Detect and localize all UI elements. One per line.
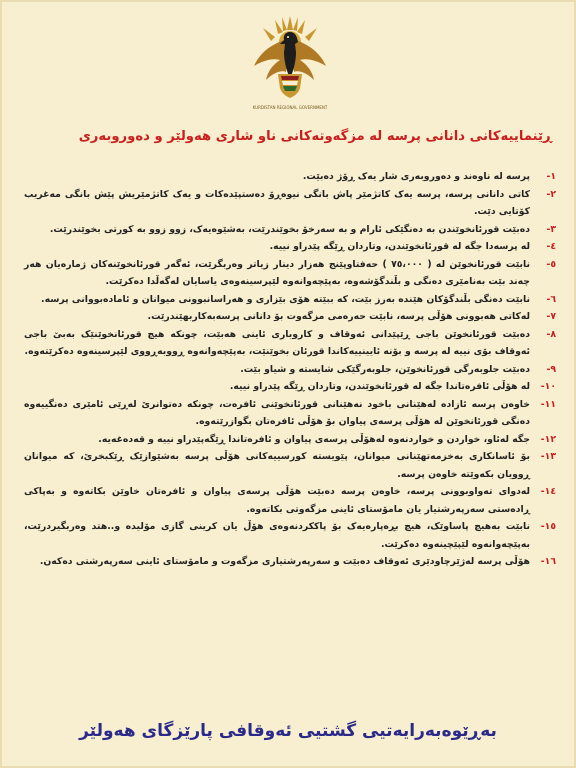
emblem-caption: KURDISTAN REGIONAL GOVERNMENT (252, 105, 328, 110)
rule-text: خاوەن پرسە ئازادە لەهێنانی باخود نەهێنانی قورئانخوێنی ئافرەت، چونکە دەتوانرێ لەڕێی ئامێری دەنگییەوە دەنگی قورئانخوێن لە هۆڵی پرسەی پیاوان بۆ هۆڵی ئافرەتان بگوازرێتەوە. (24, 398, 530, 427)
list-item (24, 186, 556, 221)
list-item (24, 361, 556, 379)
rule-number: ١٠- (540, 381, 556, 392)
list-item (24, 396, 556, 431)
list-item (24, 448, 556, 483)
rule-number: ٣- (546, 223, 556, 235)
rule-text: لە هۆڵی ئافرەتاندا جگە لە قورئانخوێندن، وتاردان ڕێگە پێدراو نییە. (229, 381, 530, 392)
rule-text: نابێت بەهیچ پاساوێک، هیچ بڕەپارەیەک بۆ پاککردنەوەی هۆڵ یان کرینی گازی مۆلیدە و..هتد وەربگیردرێت، بەپێچەوانەوە لێپێچینەوە دەکرێت. (24, 521, 530, 550)
rule-text: نابێت قورئانخوێن لە ( ٧٥،٠٠٠ ) حەفتاوپێنج هەزار دینار زیاتر وەربگرێت، ئەگەر قورئانخوێنەکان ژمارەیان هەر چەند بێت بەنامێری دەنگی و بڵندگۆشەوە، بەپێچەوانەوە لێپرسینەوەی یاسایان لەگەڵدا دەکرێت. (24, 258, 530, 287)
rule-text: نابێت دەنگی بڵندگۆکان هێندە بەرز بێت، کە ببێتە هۆی بێزاری و هەراسانبوونی میوانان و ئامادەبووانی پرسە. (41, 293, 530, 305)
rule-text: هۆڵی پرسە لەژێرچاودێری ئەوقاف دەبێت و سەرپەرشتیاری مزگەوت و مامۆستای ئاینی سەرپەرشتی دەکەن. (39, 556, 530, 567)
rule-number: ١٥- (540, 521, 556, 532)
rule-text: لەدوای تەواوبوونی پرسە، خاوەن پرسە دەبێت هۆڵی پرسەی پیاوان و ئافرەتان خاوێن بکاتەوە و بەپاکی ڕادەستی سەرپەرشتیار یان مامۆستای ئاینی مزگەوتی بکاتەوە. (24, 486, 530, 515)
rule-number: ١١- (540, 398, 556, 410)
list-item (24, 553, 556, 571)
list-item (24, 308, 556, 326)
rule-text: کاتی دانانی پرسە، پرسە یەک کاتژمێر پاش بانگی نیوەڕۆ دەستپێدەکات و یەک کاتژمێریش پێش بانگی مەغریب کۆتایی دێت. (24, 188, 530, 217)
list-item (24, 221, 556, 239)
rule-number: ٧- (546, 311, 556, 322)
list-item (24, 483, 556, 518)
list-item (24, 238, 556, 256)
rule-text: جگە لەئاو، خواردن و خواردنەوە لەهۆڵی پرسەی پیاوان و ئافرەتاندا ڕێگەپێدراو نییە و قەدەغەیە. (98, 433, 530, 445)
list-item (24, 168, 556, 186)
list-item (24, 378, 556, 396)
list-item (24, 518, 556, 553)
rule-number: ١٦- (540, 556, 556, 567)
rule-text: دەبێت قورئانخوێندن بە دەنگێکی ئارام و بە سەرخۆ بخوێندرێت، بەشێوەیەک، زوو زوو بە کورتی بخوێندرێت. (49, 223, 530, 235)
page-title: ڕێنماییەکانی دانانی پرسە لە مزگەوتەکانی ناو شاری هەولێر و دەوروبەری (78, 129, 552, 144)
rule-number: ١- (546, 171, 556, 182)
rule-number: ٩- (546, 363, 556, 375)
rule-text: بۆ ئاسانکاری بەخزمەتهێنانی میوانان، پێویستە کورسییەکانی هۆڵی پرسە بەشێوازێک ڕێکبخرێ، کە میوانان ڕوویان بکەوێتە خاوەن پرسە. (24, 451, 530, 480)
rules-list (24, 168, 556, 571)
rule-text: پرسە لە ناوەند و دەوروبەری شار یەک ڕۆژ دەبێت. (302, 171, 530, 182)
rule-number: ١٤- (540, 486, 556, 497)
list-item (24, 431, 556, 449)
kurdistan-eagle-emblem-icon (240, 8, 340, 108)
rule-number: ٥- (546, 258, 556, 270)
list-item (24, 256, 556, 291)
rule-text: دەبێت قورئانخوێن باجی ڕێپێدانی ئەوقاف و کاروباری ئاینی هەبێت، چونکە هیچ قورئانخوێنێک بەبێ باجی ئەوقاف بۆی نییە لە پرسە و بۆنە ئایینییەکاندا قورئان بخوێنێت، بەپێچەوانەوە ڕووبەڕووی لێپرسینەوە دەکرێتەوە. (24, 328, 530, 357)
rule-number: ٤- (546, 241, 556, 252)
rule-number: ٨- (546, 328, 556, 340)
rule-number: ١٣- (540, 451, 556, 462)
list-item (24, 326, 556, 361)
rule-number: ٢- (546, 188, 556, 200)
rule-number: ١٢- (540, 433, 556, 445)
rule-number: ٦- (546, 293, 556, 305)
rule-text: لەکاتی هەبوونی هۆڵی پرسە، نابێت حەرەمی مزگەوت بۆ دانانی پرسەبەکاربهێندرێت. (147, 311, 530, 322)
rule-text: دەبێت جلوبەرگی قورئانخوێن، جلوبەرگێکی شایستە و شیاو بێت. (240, 363, 530, 375)
issuer-signature: بەڕێوەبەرایەتیی گشتیی ئەوقافی پارێزگای هەولێر (79, 721, 497, 741)
list-item (24, 291, 556, 309)
rule-text: لە پرسەدا جگە لە قورئانخوێندن، وتاردان ڕێگە پێدراو نییە. (269, 241, 530, 252)
